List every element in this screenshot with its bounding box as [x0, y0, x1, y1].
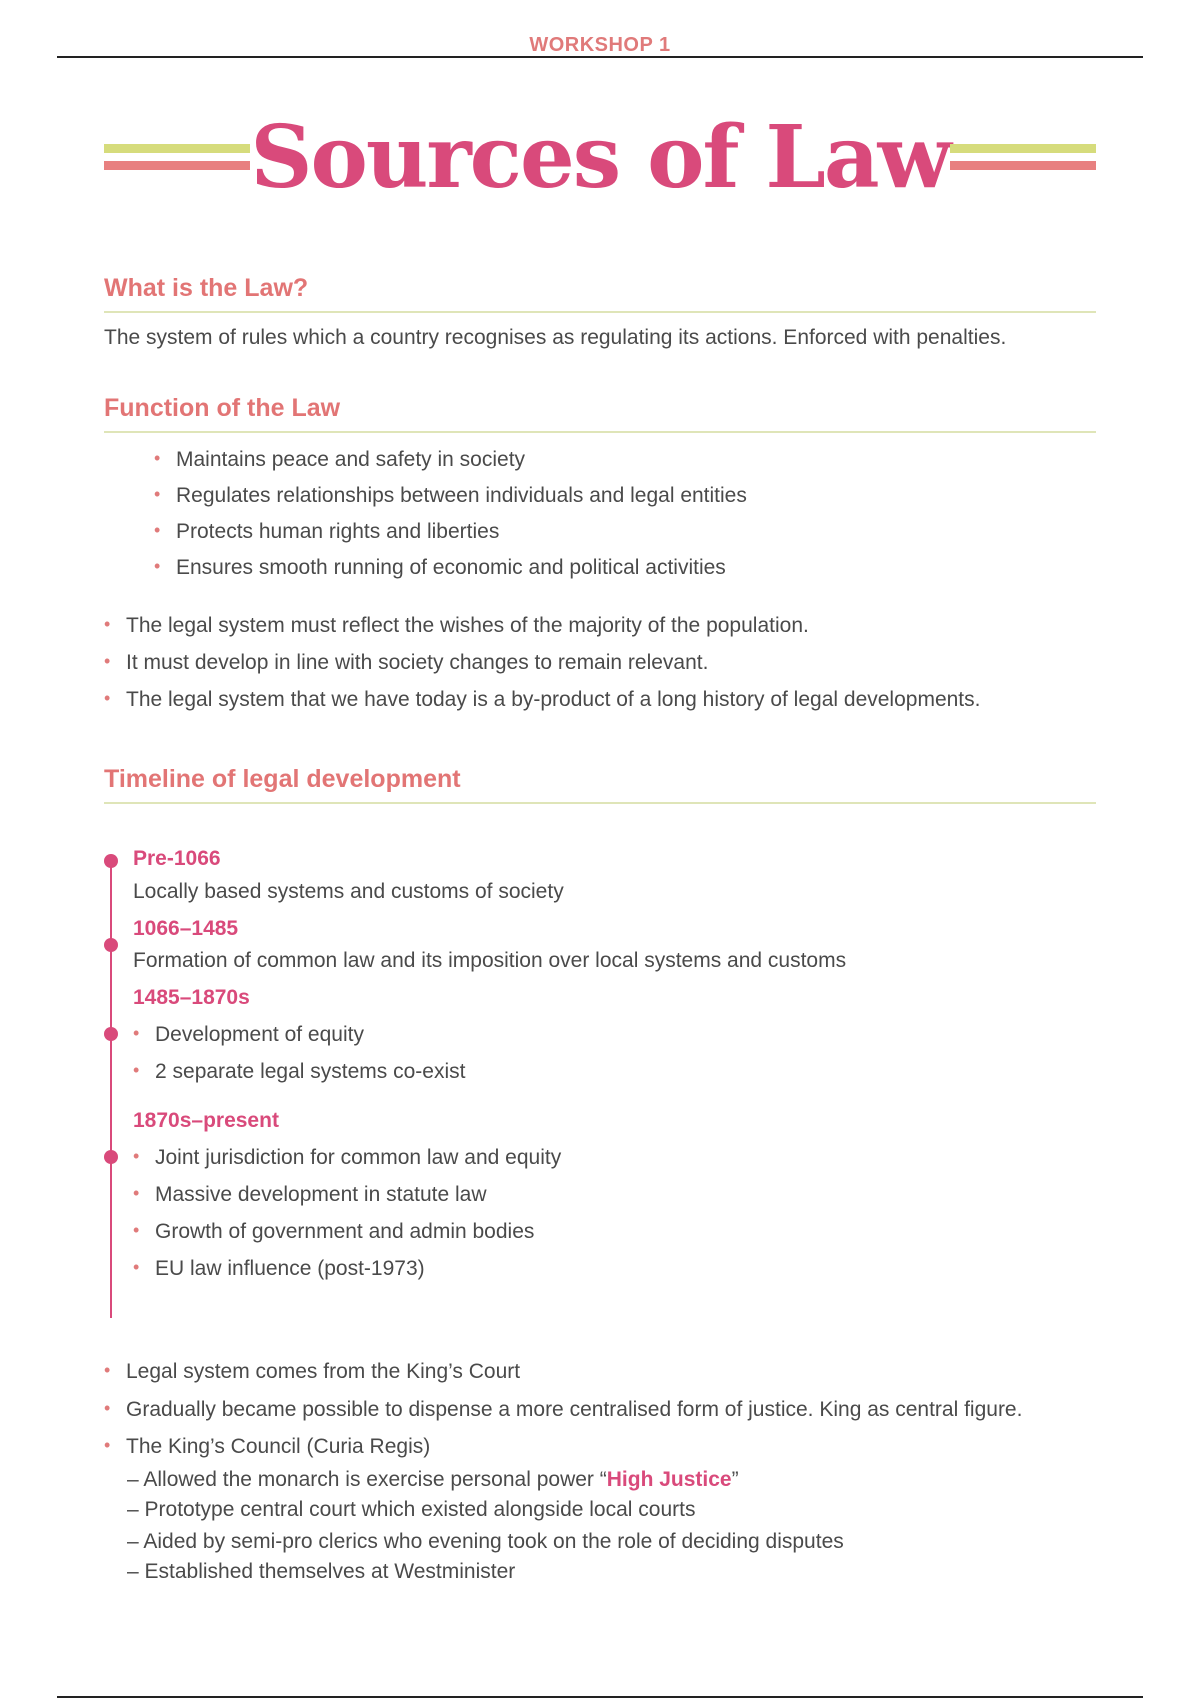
- timeline-period-label: 1066–1485: [133, 917, 239, 940]
- list-item: • Massive development in statute law: [133, 1183, 561, 1220]
- timeline-line: [110, 858, 112, 1318]
- timeline-period-label: Pre-1066: [133, 847, 221, 870]
- high-justice-highlight: High Justice: [606, 1468, 732, 1491]
- title-decoration-right: [950, 144, 1096, 172]
- list-item: • The King’s Council (Curia Regis): [104, 1435, 1022, 1469]
- footer-rule: [57, 1696, 1143, 1698]
- section-heading-function: Function of the Law: [104, 394, 1096, 433]
- list-item: • EU law influence (post-1973): [133, 1257, 561, 1294]
- list-item: • Development of equity: [133, 1023, 465, 1060]
- timeline-period-bullets: [133, 1146, 561, 1294]
- timeline-period-bullets: [133, 1023, 465, 1097]
- list-item: • The legal system must reflect the wishes of the majority of the population.: [104, 614, 980, 651]
- list-item: • The legal system that we have today is a by-product of a long history of legal developments.: [104, 688, 980, 725]
- title-decoration-left: [104, 144, 250, 172]
- function-points-list: [104, 614, 980, 725]
- workshop-label: WORKSHOP 1: [529, 34, 671, 56]
- law-definition: The system of rules which a country recognises as regulating its actions. Enforced with penalties.: [104, 326, 1007, 349]
- timeline-dot: [104, 1027, 118, 1041]
- list-item: • It must develop in line with society changes to remain relevant.: [104, 651, 980, 688]
- function-list: [154, 448, 747, 592]
- list-item: • Regulates relationships between individuals and legal entities: [154, 484, 747, 520]
- timeline-dot: [104, 1150, 118, 1164]
- list-item: • Joint jurisdiction for common law and equity: [133, 1146, 561, 1183]
- timeline-dot: [104, 854, 118, 868]
- section-heading-timeline: Timeline of legal development: [104, 765, 1096, 804]
- list-item: • 2 separate legal systems co-exist: [133, 1060, 465, 1097]
- kings-court-list: [104, 1360, 1022, 1469]
- list-item: • Ensures smooth running of economic and political activities: [154, 556, 747, 592]
- curia-subpoint-prototype: – Prototype central court which existed alongside local courts: [127, 1498, 696, 1521]
- header-rule: [57, 56, 1143, 58]
- curia-subpoint-high-justice: – Allowed the monarch is exercise personal power “High Justice”: [127, 1468, 739, 1491]
- list-item: • Gradually became possible to dispense a more centralised form of justice. King as central figure.: [104, 1398, 1022, 1435]
- list-item: • Protects human rights and liberties: [154, 520, 747, 556]
- list-item: • Legal system comes from the King’s Court: [104, 1360, 1022, 1398]
- timeline-period-label: 1485–1870s: [133, 986, 250, 1009]
- timeline-period-text: Locally based systems and customs of society: [133, 880, 564, 903]
- list-item: • Growth of government and admin bodies: [133, 1220, 561, 1257]
- curia-subpoint-westminster: – Established themselves at Westminister: [127, 1560, 516, 1583]
- section-heading-what-is-law: What is the Law?: [104, 274, 1096, 313]
- title-row: [104, 108, 1096, 208]
- timeline-period-text: Formation of common law and its imposition over local systems and customs: [133, 949, 847, 972]
- timeline-dot: [104, 938, 118, 952]
- page-title: Sources of Law: [250, 107, 950, 208]
- curia-subpoint-clerics: – Aided by semi-pro clerics who evening took on the role of deciding disputes: [127, 1530, 844, 1553]
- timeline-period-label: 1870s–present: [133, 1109, 279, 1132]
- list-item: • Maintains peace and safety in society: [154, 448, 747, 484]
